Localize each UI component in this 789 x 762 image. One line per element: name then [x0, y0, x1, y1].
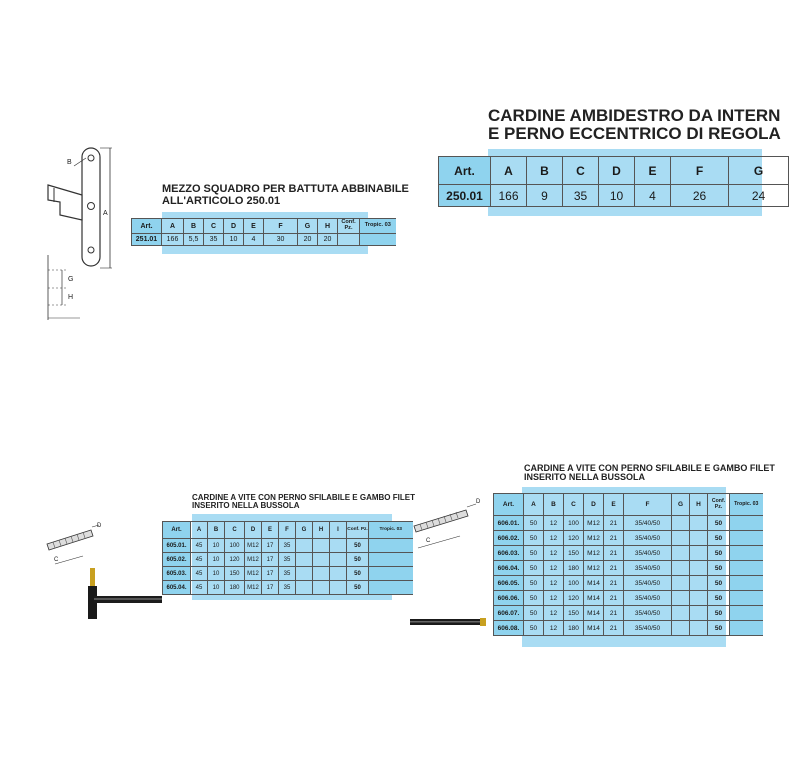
- table-cell: 50: [347, 539, 369, 553]
- table-cell: 166: [491, 185, 527, 207]
- table-row: [494, 531, 763, 546]
- table-cell: 120: [225, 553, 245, 567]
- table-cell: 50: [708, 606, 730, 621]
- table-cell: [690, 576, 708, 591]
- header-cell: A: [191, 522, 208, 539]
- article-code-cell: 606.04.: [494, 561, 524, 576]
- table-cell: [730, 546, 763, 561]
- table-cell: 17: [262, 539, 279, 553]
- header-cell: B: [527, 157, 563, 185]
- header-cell: E: [635, 157, 671, 185]
- table-cell: 50: [708, 546, 730, 561]
- header-cell: Conf. Pz.: [347, 522, 369, 539]
- table-header-row: [132, 219, 396, 234]
- table-cell: 12: [544, 576, 564, 591]
- table-cell: [360, 234, 396, 246]
- table-cell: 120: [564, 531, 584, 546]
- table-cell: 50: [347, 581, 369, 595]
- table-cell: 12: [544, 606, 564, 621]
- table-cell: 35: [279, 553, 296, 567]
- table-cell: 35/40/50: [624, 591, 672, 606]
- label-c: C: [54, 557, 59, 563]
- table-row: [494, 621, 763, 636]
- table-cell: [313, 539, 330, 553]
- panel2-table-clip: [438, 156, 766, 208]
- table-cell: [730, 531, 763, 546]
- screw-hinge-photo: [82, 560, 164, 622]
- table-cell: 10: [599, 185, 635, 207]
- panel2-title: [488, 106, 781, 143]
- table-cell: 50: [524, 516, 544, 531]
- table-cell: 35: [204, 234, 224, 246]
- panel3-title-line2: INSERITO NELLA BUSSOLA: [192, 501, 300, 511]
- table-cell: 35/40/50: [624, 621, 672, 636]
- header-cell: A: [524, 494, 544, 516]
- header-cell: H: [690, 494, 708, 516]
- table-cell: 180: [564, 561, 584, 576]
- hinge-plate-drawing: [40, 140, 130, 325]
- table-cell: 35/40/50: [624, 531, 672, 546]
- header-cell: F: [624, 494, 672, 516]
- table-row: [494, 606, 763, 621]
- panel4-table-clip: [493, 493, 762, 633]
- table-cell: [313, 553, 330, 567]
- table-row: [163, 567, 413, 581]
- table-cell: M12: [584, 516, 604, 531]
- table-cell: [313, 567, 330, 581]
- article-code-cell: 605.02.: [163, 553, 191, 567]
- table-cell: 180: [564, 621, 584, 636]
- header-cell: F: [264, 219, 298, 234]
- table-cell: 50: [524, 606, 544, 621]
- table-cell: [296, 567, 313, 581]
- table-cell: 50: [708, 621, 730, 636]
- threaded-pin-drawing: [410, 496, 490, 556]
- table-cell: [369, 581, 413, 595]
- article-code-cell: 606.08.: [494, 621, 524, 636]
- header-cell: D: [584, 494, 604, 516]
- table-cell: 10: [208, 581, 225, 595]
- table-cell: 50: [524, 621, 544, 636]
- label-g: G: [68, 276, 74, 283]
- table-cell: 20: [318, 234, 338, 246]
- table-cell: 24: [729, 185, 789, 207]
- table-cell: 50: [347, 567, 369, 581]
- header-cell: G: [729, 157, 789, 185]
- spec-table-605: [162, 521, 413, 595]
- table-cell: [672, 606, 690, 621]
- table-row: [494, 546, 763, 561]
- panel3-title-line1: CARDINE A VITE CON PERNO SFILABILE E GAMBO FILET: [192, 493, 415, 502]
- table-cell: M12: [245, 581, 262, 595]
- table-cell: 12: [544, 591, 564, 606]
- table-cell: 120: [564, 591, 584, 606]
- table-cell: 21: [604, 516, 624, 531]
- table-row: [494, 591, 763, 606]
- table-cell: M12: [584, 546, 604, 561]
- article-code-cell: 606.07.: [494, 606, 524, 621]
- header-cell: Art.: [163, 522, 191, 539]
- table-row: [163, 553, 413, 567]
- table-cell: 26: [671, 185, 729, 207]
- table-cell: [672, 591, 690, 606]
- table-cell: 12: [544, 546, 564, 561]
- table-cell: 12: [544, 531, 564, 546]
- table-cell: [690, 561, 708, 576]
- table-cell: 21: [604, 621, 624, 636]
- article-code-cell: 606.02.: [494, 531, 524, 546]
- threaded-rod-photo: [410, 615, 490, 629]
- table-cell: 12: [544, 516, 564, 531]
- table-cell: 21: [604, 606, 624, 621]
- table-cell: M14: [584, 576, 604, 591]
- table-cell: 10: [224, 234, 244, 246]
- header-cell: I: [330, 522, 347, 539]
- label-c: C: [426, 538, 431, 544]
- table-cell: 50: [708, 531, 730, 546]
- table-cell: 50: [708, 561, 730, 576]
- article-code-cell: 251.01: [132, 234, 162, 246]
- table-row: [163, 581, 413, 595]
- panel1-title-line1: MEZZO SQUADRO PER BATTUTA ABBINABILE: [162, 183, 409, 195]
- header-cell: D: [599, 157, 635, 185]
- header-cell: A: [491, 157, 527, 185]
- table-cell: [690, 546, 708, 561]
- table-cell: [730, 576, 763, 591]
- table-cell: 45: [191, 581, 208, 595]
- table-cell: [690, 606, 708, 621]
- table-cell: M12: [584, 531, 604, 546]
- table-cell: [296, 539, 313, 553]
- table-cell: [369, 553, 413, 567]
- header-cell: E: [244, 219, 264, 234]
- article-code-cell: 606.03.: [494, 546, 524, 561]
- spec-table-251: [131, 218, 396, 246]
- table-cell: 5,5: [184, 234, 204, 246]
- table-row: [494, 561, 763, 576]
- header-cell: G: [298, 219, 318, 234]
- header-cell: D: [245, 522, 262, 539]
- table-cell: [672, 531, 690, 546]
- table-cell: 12: [544, 561, 564, 576]
- table-cell: 17: [262, 581, 279, 595]
- table-cell: 10: [208, 553, 225, 567]
- spec-table-250: [438, 156, 789, 207]
- table-cell: [672, 546, 690, 561]
- table-cell: 35: [279, 581, 296, 595]
- table-cell: 21: [604, 546, 624, 561]
- table-cell: 50: [524, 531, 544, 546]
- table-cell: [730, 561, 763, 576]
- table-cell: 50: [708, 516, 730, 531]
- header-cell: Art.: [132, 219, 162, 234]
- header-cell: D: [224, 219, 244, 234]
- table-row: [439, 185, 789, 207]
- table-cell: M12: [584, 561, 604, 576]
- table-cell: 100: [564, 576, 584, 591]
- article-code-cell: 605.03.: [163, 567, 191, 581]
- table-cell: 50: [524, 576, 544, 591]
- table-cell: M14: [584, 621, 604, 636]
- header-cell: Tropic. 03: [360, 219, 396, 234]
- table-cell: 21: [604, 591, 624, 606]
- table-cell: 4: [635, 185, 671, 207]
- table-cell: 45: [191, 567, 208, 581]
- table-cell: M14: [584, 606, 604, 621]
- header-cell: B: [544, 494, 564, 516]
- table-cell: [690, 591, 708, 606]
- table-cell: 150: [564, 546, 584, 561]
- table-cell: [330, 567, 347, 581]
- table-cell: 10: [208, 539, 225, 553]
- table-cell: [672, 576, 690, 591]
- table-cell: 150: [564, 606, 584, 621]
- article-code-cell: 606.06.: [494, 591, 524, 606]
- header-cell: G: [296, 522, 313, 539]
- table-cell: 45: [191, 553, 208, 567]
- table-cell: 35: [279, 567, 296, 581]
- table-cell: 10: [208, 567, 225, 581]
- article-code-cell: 250.01: [439, 185, 491, 207]
- table-cell: [330, 539, 347, 553]
- table-cell: [296, 581, 313, 595]
- header-cell: H: [313, 522, 330, 539]
- table-cell: [369, 539, 413, 553]
- table-cell: 35/40/50: [624, 516, 672, 531]
- spec-table-606: [493, 493, 763, 636]
- table-cell: [730, 621, 763, 636]
- header-cell: A: [162, 219, 184, 234]
- table-cell: 50: [347, 553, 369, 567]
- table-cell: M12: [245, 539, 262, 553]
- table-cell: [313, 581, 330, 595]
- label-a: A: [103, 210, 108, 217]
- header-cell: E: [262, 522, 279, 539]
- table-cell: M12: [245, 553, 262, 567]
- header-cell: Conf. Pz.: [708, 494, 730, 516]
- table-cell: 4: [244, 234, 264, 246]
- table-cell: M12: [245, 567, 262, 581]
- table-cell: 35/40/50: [624, 606, 672, 621]
- table-header-row: [494, 494, 763, 516]
- panel1-title-line2: ALL'ARTICOLO 250.01: [162, 194, 281, 207]
- article-code-cell: 606.05.: [494, 576, 524, 591]
- table-cell: 21: [604, 561, 624, 576]
- table-cell: 35/40/50: [624, 561, 672, 576]
- header-cell: Tropic. 03: [369, 522, 413, 539]
- table-cell: [690, 516, 708, 531]
- table-cell: 100: [225, 539, 245, 553]
- label-b: B: [67, 159, 72, 166]
- table-cell: 50: [524, 561, 544, 576]
- header-cell: G: [672, 494, 690, 516]
- table-cell: [672, 621, 690, 636]
- article-code-cell: 605.01.: [163, 539, 191, 553]
- table-cell: [690, 531, 708, 546]
- table-cell: 20: [298, 234, 318, 246]
- table-cell: [730, 516, 763, 531]
- table-cell: [672, 561, 690, 576]
- header-cell: C: [563, 157, 599, 185]
- table-cell: 17: [262, 567, 279, 581]
- table-cell: 100: [564, 516, 584, 531]
- table-row: [132, 234, 396, 246]
- header-cell: Art.: [439, 157, 491, 185]
- article-code-cell: 606.01.: [494, 516, 524, 531]
- table-cell: M14: [584, 591, 604, 606]
- header-cell: C: [225, 522, 245, 539]
- header-cell: H: [318, 219, 338, 234]
- table-header-row: [163, 522, 413, 539]
- table-row: [163, 539, 413, 553]
- table-row: [494, 576, 763, 591]
- header-cell: Conf. Pz.: [338, 219, 360, 234]
- table-cell: 180: [225, 581, 245, 595]
- table-cell: 50: [708, 576, 730, 591]
- table-cell: 150: [225, 567, 245, 581]
- panel4-title: [524, 463, 775, 483]
- table-cell: 9: [527, 185, 563, 207]
- label-d: D: [97, 523, 102, 529]
- table-cell: 17: [262, 553, 279, 567]
- header-cell: F: [279, 522, 296, 539]
- table-row: [494, 516, 763, 531]
- table-cell: [690, 621, 708, 636]
- table-cell: [369, 567, 413, 581]
- panel4-title-line1: CARDINE A VITE CON PERNO SFILABILE E GAMBO FILET: [524, 463, 775, 473]
- header-cell: C: [204, 219, 224, 234]
- table-cell: 50: [524, 546, 544, 561]
- header-cell: F: [671, 157, 729, 185]
- label-d: D: [476, 499, 481, 505]
- table-cell: 45: [191, 539, 208, 553]
- panel1-title: [162, 184, 409, 207]
- table-cell: [330, 553, 347, 567]
- panel2-title-line2: E PERNO ECCENTRICO DI REGOLA: [488, 123, 781, 143]
- header-cell: Tropic. 03: [730, 494, 763, 516]
- header-cell: E: [604, 494, 624, 516]
- table-cell: [672, 516, 690, 531]
- header-cell: B: [184, 219, 204, 234]
- table-cell: 35: [563, 185, 599, 207]
- table-cell: 35/40/50: [624, 576, 672, 591]
- table-cell: 50: [524, 591, 544, 606]
- table-cell: 30: [264, 234, 298, 246]
- table-header-row: [439, 157, 789, 185]
- table-cell: [338, 234, 360, 246]
- label-h: H: [68, 294, 74, 301]
- table-cell: [730, 591, 763, 606]
- table-cell: [330, 581, 347, 595]
- header-cell: B: [208, 522, 225, 539]
- panel3-title: [192, 493, 415, 511]
- table-cell: 12: [544, 621, 564, 636]
- table-cell: [296, 553, 313, 567]
- header-cell: Art.: [494, 494, 524, 516]
- table-cell: 35/40/50: [624, 546, 672, 561]
- panel2-title-line1: CARDINE AMBIDESTRO DA INTERN: [488, 106, 781, 125]
- article-code-cell: 605.04.: [163, 581, 191, 595]
- header-cell: C: [564, 494, 584, 516]
- table-cell: 166: [162, 234, 184, 246]
- table-cell: 50: [708, 591, 730, 606]
- table-cell: 21: [604, 531, 624, 546]
- panel4-title-line2: INSERITO NELLA BUSSOLA: [524, 472, 646, 483]
- table-cell: 21: [604, 576, 624, 591]
- panel3-table-clip: [162, 521, 402, 595]
- table-cell: [730, 606, 763, 621]
- table-cell: 35: [279, 539, 296, 553]
